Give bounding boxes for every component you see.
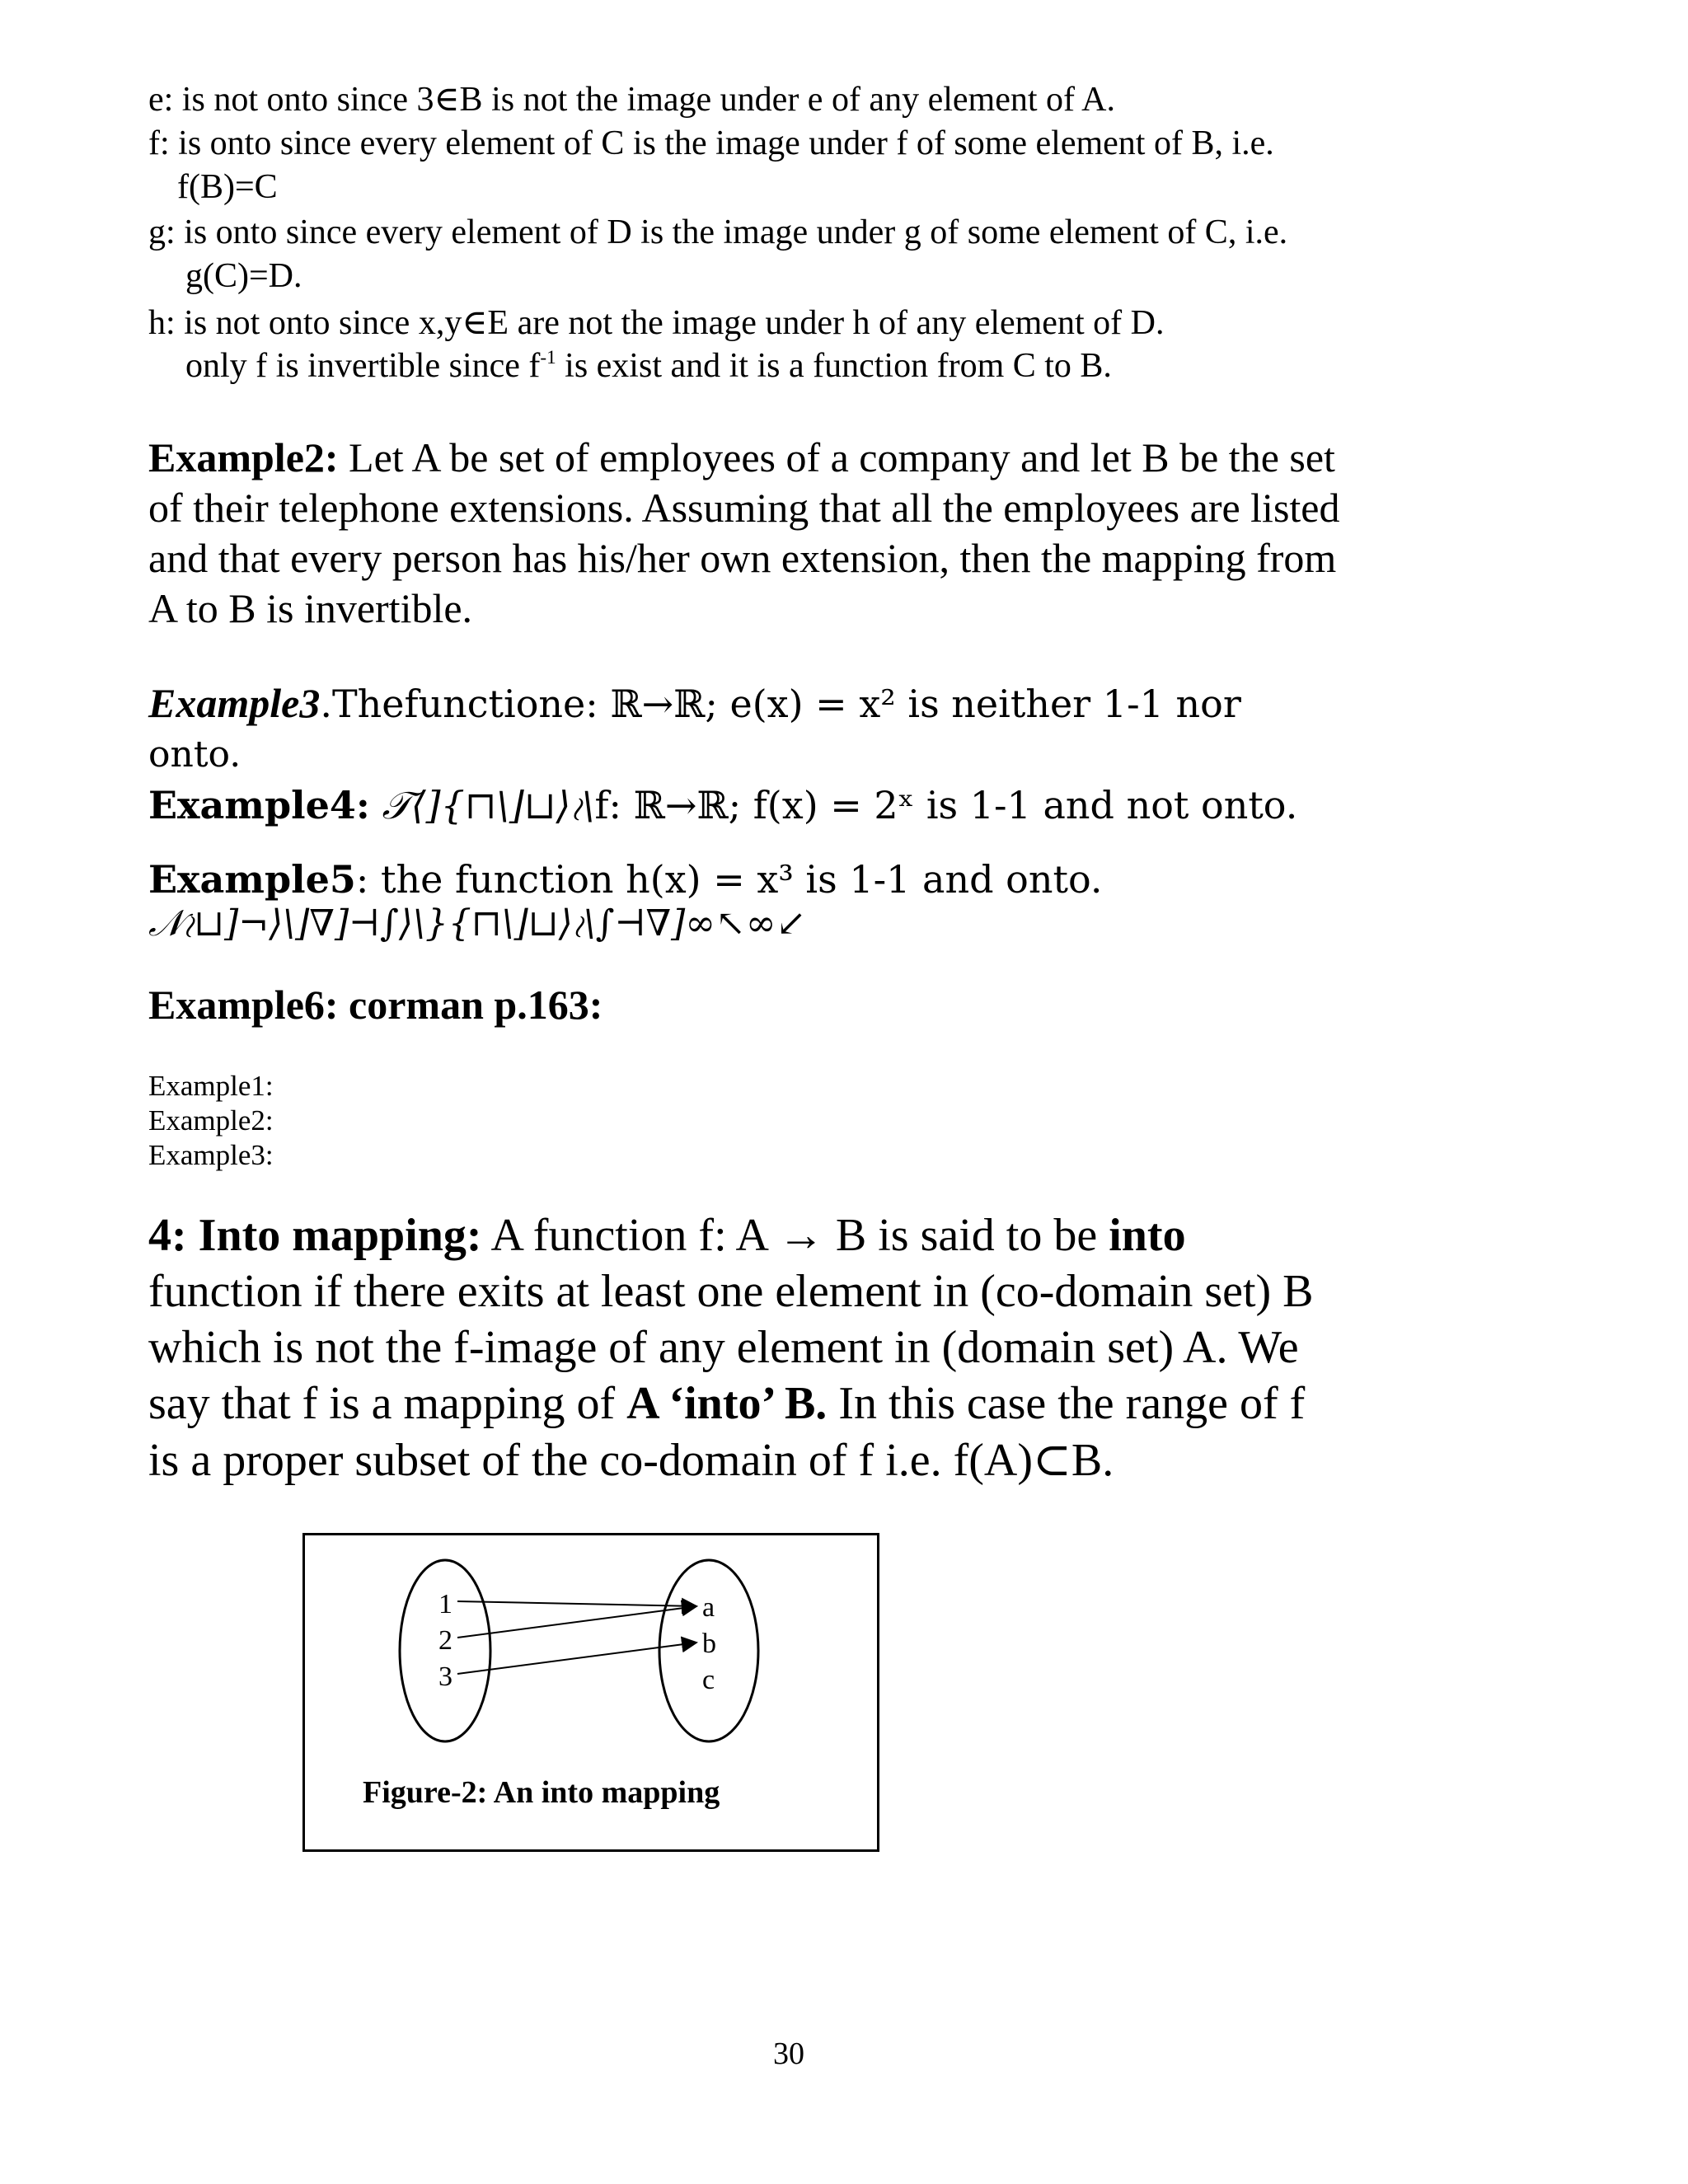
domain-element-1: 1 — [438, 1589, 452, 1619]
page-number: 30 — [773, 2036, 804, 2071]
example4-text: f: ℝ→ℝ; f(x) = 2ˣ is 1-1 and not onto. — [594, 783, 1298, 827]
onto-h-line: h: is not onto since x,y∈E are not the image under h of any element of D. — [148, 304, 1165, 342]
into-bold-word: into — [1109, 1210, 1186, 1261]
arrow-1-to-a — [457, 1601, 696, 1606]
onto-g-line: g: is onto since every element of D is the image under g of some element of C, i.e. — [148, 213, 1288, 251]
into-line1 — [148, 1209, 1186, 1262]
small-example-2: Example2: — [148, 1104, 274, 1137]
small-example-1: Example1: — [148, 1070, 274, 1102]
example2-text: Let A be set of employees of a company and let B be the set — [338, 434, 1335, 480]
into-text-1a: A function f: A → B is said to be — [481, 1210, 1109, 1261]
example2-line4: A to B is invertible. — [148, 585, 473, 631]
example5-label: Example5 — [148, 857, 356, 902]
into-line2: function if there exits at least one element in (co-domain set) B — [148, 1266, 1314, 1317]
small-example-3: Example3: — [148, 1139, 274, 1171]
example3-text: .Thefunctione: ℝ→ℝ; e(x) = x² is neither 1-1 nor — [320, 682, 1241, 726]
into-line3: which is not the f-image of any element in (domain set) A. We — [148, 1322, 1299, 1373]
invertible-text: only f is invertible since f — [185, 347, 541, 385]
onto-f-line-cont: f(B)=C — [177, 168, 278, 206]
example2-line3: and that every person has his/her own extension, then the mapping from — [148, 535, 1337, 581]
inverse-superscript: -1 — [540, 345, 556, 368]
example4-label: Example4: — [148, 783, 370, 827]
example2-label: Example2: — [148, 434, 339, 480]
into-line4 — [148, 1377, 1305, 1430]
invertible-text-rest: is exist and it is a function from C to B. — [556, 347, 1112, 385]
into-bold-phrase: A ‘into’ B. — [626, 1378, 828, 1429]
domain-element-2: 2 — [438, 1625, 452, 1656]
example5-garble: 𝒩≀⊔]¬⟩\⌋∇]⊣∫⟩\}{⊓\⌋⊔⟩≀\∫⊣∇]∞↖∞↙ — [148, 902, 807, 944]
codomain-element-c: c — [702, 1665, 715, 1695]
example3-label: Example3 — [148, 680, 321, 726]
onto-g-line-cont: g(C)=D. — [185, 257, 302, 295]
codomain-element-a: a — [702, 1592, 715, 1623]
example5-text: : the function h(x) = x³ is 1-1 and onto. — [355, 857, 1103, 902]
example2-line1 — [148, 434, 1335, 481]
codomain-element-b: b — [702, 1629, 716, 1659]
onto-e-line: e: is not onto since 3∈B is not the image under e of any element of A. — [148, 81, 1116, 119]
into-heading: 4: Into mapping: — [148, 1210, 482, 1261]
into-text-4a: say that f is a mapping of — [148, 1378, 627, 1429]
invertible-line — [185, 346, 1112, 386]
domain-element-3: 3 — [438, 1661, 452, 1692]
example3-cont: onto. — [148, 733, 241, 776]
example2-line2: of their telephone extensions. Assuming that all the employees are listed — [148, 485, 1340, 531]
figure-caption: Figure-2: An into mapping — [363, 1775, 720, 1810]
example6-line: Example6: corman p.163: — [148, 982, 603, 1028]
example5-line — [148, 857, 1102, 902]
into-line5: is a proper subset of the co-domain of f i.e. f(A)⊂B. — [148, 1435, 1114, 1486]
example4-garble: 𝒯⟨]{⊓\⌋⊔⟩≀\ — [369, 783, 595, 827]
onto-f-line: f: is onto since every element of C is the image under f of some element of B, i.e. — [148, 124, 1274, 162]
into-text-4c: In this case the range of f — [827, 1378, 1306, 1429]
example4-line — [148, 783, 1297, 829]
into-mapping-figure — [302, 1533, 879, 1852]
example3-line — [148, 679, 1241, 727]
